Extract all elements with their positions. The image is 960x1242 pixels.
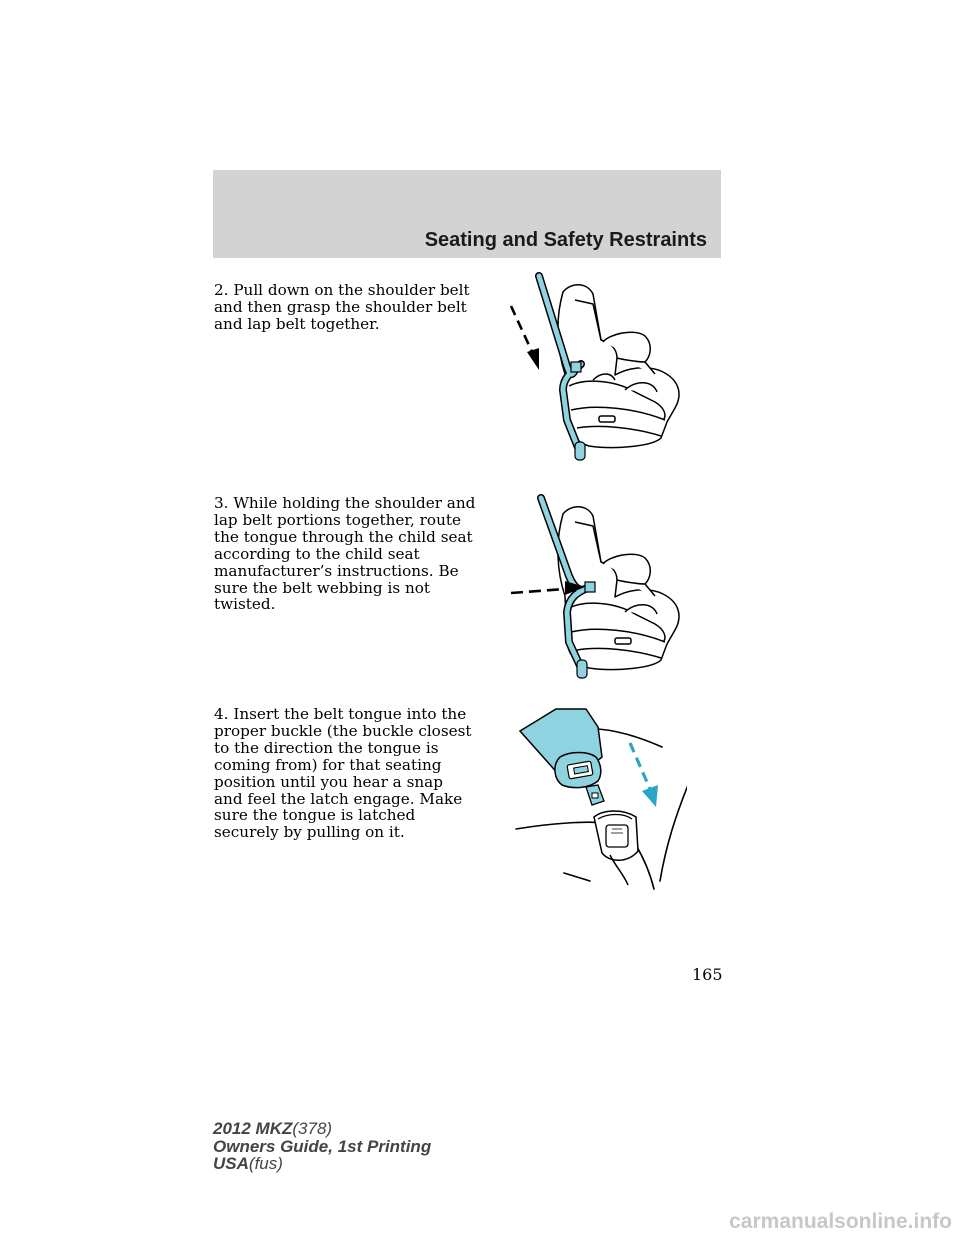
figure-pull-shoulder-belt (505, 270, 690, 465)
figure-insert-tongue-into-buckle (512, 705, 687, 895)
footer-model-code: (378) (292, 1119, 333, 1138)
page-number: 165 (692, 965, 723, 984)
figure-route-belt-through-child-seat (505, 492, 690, 687)
footer-model: 2012 MKZ (213, 1119, 293, 1138)
step-4-text: 4. Insert the belt tongue into the proper buckle (the buckle closest to the direction the tongue is coming from) for that seating position until you hear a snap and feel the latch engage. Make sure the tongue is latched securely by pulling on it. (214, 705, 472, 842)
watermark: carmanualsonline.info (729, 1210, 952, 1233)
footer-market-code: (fus) (248, 1154, 283, 1173)
footer-market: USA (213, 1154, 249, 1173)
footer-printing: Owners Guide, 1st Printing (213, 1136, 432, 1156)
section-title: Seating and Safety Restraints (424, 229, 707, 251)
section-header-bar (213, 170, 721, 258)
step-3-text: 3. While holding the shoulder and lap belt portions together, route the tongue through the child seat according to the child seat manufacturer’s instructions. Be sure the belt webbing is not twisted. (214, 494, 476, 614)
document-footer (213, 1120, 431, 1173)
step-2-text: 2. Pull down on the shoulder belt and then grasp the shoulder belt and lap belt together. (214, 281, 470, 333)
